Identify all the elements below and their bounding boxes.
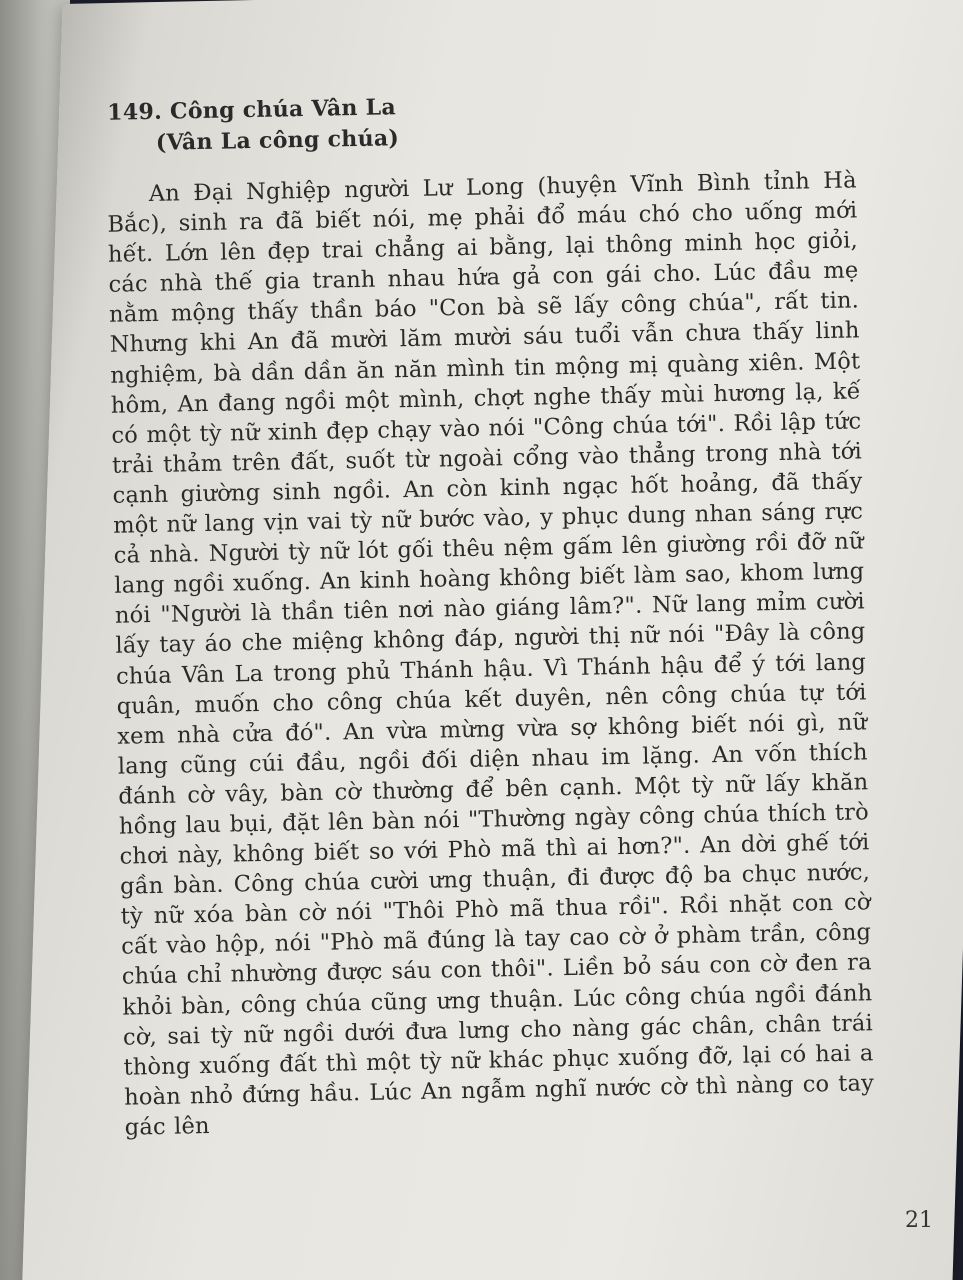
story-subtitle: (Vân La công chúa)	[155, 125, 400, 156]
story-body: An Đại Nghiệp người Lư Long (huyện Vĩnh Bình tỉnh Hà Bắc), sinh ra đã biết nói, mẹ phải đổ máu chó cho uống mới hết. Lớn lên đẹp trai chẳng ai bằng, lại thông minh học giỏi, các nhà thế gia tranh nhau hứa gả con gái cho. Lúc đầu mẹ nằm mộng thấy thần báo "Con bà sẽ lấy công chúa", rất tin. Nhưng khi An đã mười lăm mười sáu tuổi vẫn chưa thấy linh nghiệm, bà dần dần ăn năn mình tin mộng mị quàng xiên. Một hôm, An đang ngồi một mình, chợt nghe thấy mùi hương lạ, kế có một tỳ nữ xinh đẹp chạy vào nói "Công chúa tới". Rồi lập tức trải thảm trên đất, suốt từ ngoài cổng vào thẳng trong nhà tới cạnh giường sinh ngồi. An còn kinh ngạc hốt hoảng, đã thấy một nữ lang vịn vai tỳ nữ bước vào, y phục dung nhan sáng rực cả nhà. Người tỳ nữ lót gối thêu nệm gấm lên giường rồi đỡ nữ lang ngồi xuống. An kinh hoàng không biết làm sao, khom lưng nói "Người là thần tiên nơi nào giáng lâm?". Nữ lang mỉm cười lấy tay áo che miệng không đáp, người thị nữ nói "Đây là công chúa Vân La trong phủ Thánh hậu. Vì Thánh hậu để ý tới lang quân, muốn cho công chúa kết duyên, nên công chúa tự tới xem nhà cửa đó". An vừa mừng vừa sợ không biết nói gì, nữ lang cũng cúi đầu, ngồi đối diện nhau im lặng. An vốn thích đánh cờ vây, bàn cờ thường để bên cạnh. Một tỳ nữ lấy khăn hồng lau bụi, đặt lên bàn nói "Thường ngày công chúa thích trò chơi này, không biết so với Phò mã thì ai hơn?". An dời ghế tới gần bàn. Công chúa cười ưng thuận, đi được độ ba chục nước, tỳ nữ xóa bàn cờ nói "Thôi Phò mã thua rồi". Rồi nhặt con cờ cất vào hộp, nói "Phò mã đúng là tay cao cờ ở phàm trần, công chúa chỉ nhường được sáu con thôi". Liền bỏ sáu con cờ đen ra khỏi bàn, công chúa cũng ưng thuận. Lúc công chúa ngồi đánh cờ, sai tỳ nữ ngồi dưới đưa lưng cho nàng gác chân, chân trái thòng xuống đất thì một tỳ nữ khác phục xuống đỡ, lại có hai a hoàn nhỏ đứng hầu. Lúc An ngẫm nghĩ nước cờ thì nàng co tay gác lên	[107, 167, 875, 1141]
story-title: 149. Công chúa Vân La	[107, 94, 397, 126]
page-number: 21	[905, 1208, 933, 1233]
page-content	[95, 83, 875, 1142]
